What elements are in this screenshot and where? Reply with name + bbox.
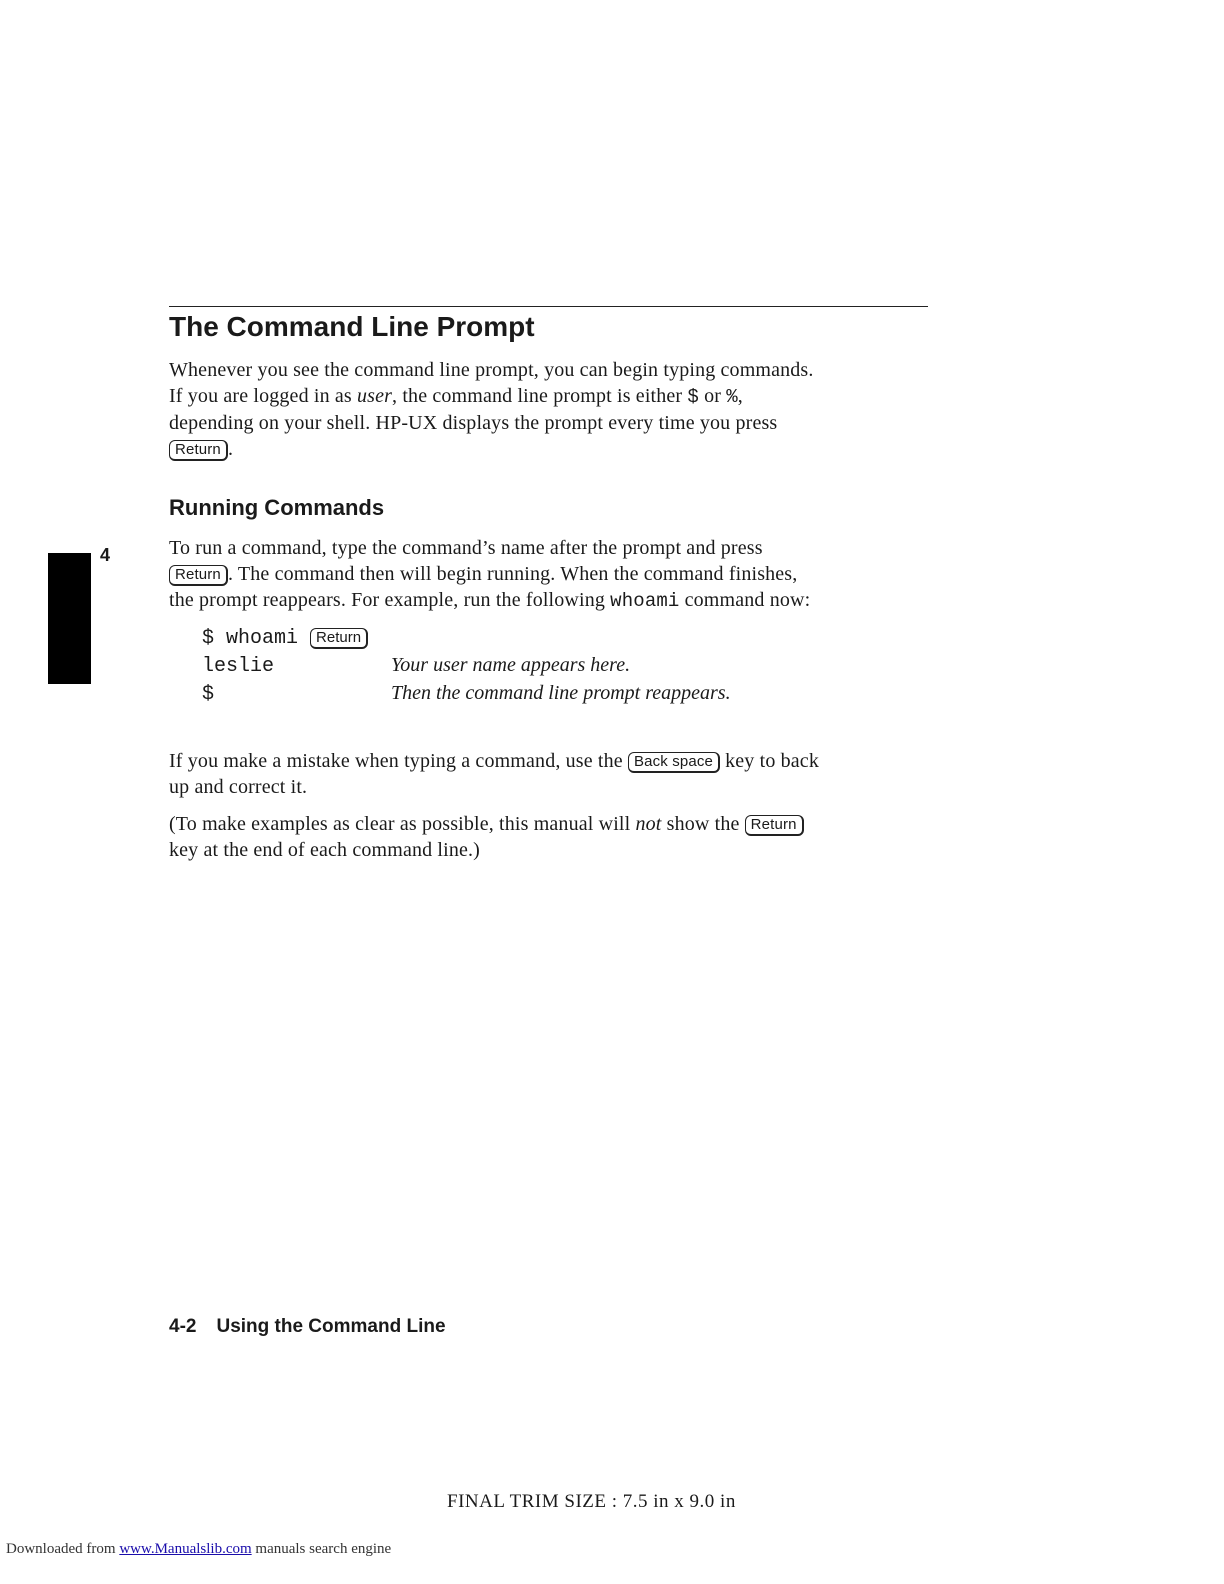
section-title: The Command Line Prompt (169, 311, 535, 342)
running-line-1: To run a command, type the command’s name after the prompt and press (169, 537, 763, 559)
return-key-icon: Return (169, 565, 228, 586)
intro-line-4: Return . (169, 436, 929, 462)
note-line-2: key at the end of each command line.) (169, 839, 480, 861)
trim-size-note: FINAL TRIM SIZE : 7.5 in x 9.0 in (447, 1491, 736, 1512)
example-line-1: $ whoami Return (202, 627, 368, 650)
note-line-1: (To make examples as clear as possible, this manual will not show the Return (169, 811, 929, 837)
chapter-tab-number: 4 (100, 545, 111, 565)
return-key-icon: Return (745, 815, 804, 836)
running-paragraph (169, 535, 929, 614)
mistake-line-2: up and correct it. (169, 776, 308, 798)
example-output: leslie (202, 655, 275, 678)
user-term: user (357, 385, 393, 407)
example-comment-2: Then the command line prompt reappears. (391, 682, 731, 704)
running-line-3: the prompt reappears. For example, run the following whoami command now: (169, 589, 811, 612)
intro-paragraph (169, 357, 929, 462)
footer-chapter-title: Using the Command Line (216, 1316, 446, 1337)
intro-line-1: Whenever you see the command line prompt, you can begin typing commands. (169, 359, 814, 381)
note-paragraph (169, 811, 929, 863)
mistake-paragraph (169, 748, 929, 800)
dollar-prompt: $ (687, 386, 699, 408)
chapter-tab-marker (48, 553, 91, 684)
percent-prompt: % (726, 386, 738, 408)
return-key-icon: Return (310, 628, 368, 649)
mistake-line-1: If you make a mistake when typing a command, use the Back space key to back (169, 750, 819, 772)
backspace-key-icon: Back space (628, 752, 720, 773)
subsection-title: Running Commands (169, 495, 385, 520)
running-line-2: Return . The command then will begin running. When the command finishes, (169, 561, 929, 587)
manualslib-link[interactable]: www.Manualslib.com (119, 1541, 252, 1557)
not-emphasis: not (635, 813, 662, 835)
page-number: 4-2 (169, 1316, 197, 1337)
section-rule (169, 306, 928, 307)
intro-line-2: If you are logged in as user, the command line prompt is either $ or %, (169, 385, 743, 408)
example-prompt: $ (202, 683, 215, 706)
return-key-icon: Return (169, 440, 228, 461)
download-notice: Downloaded from www.Manualslib.com manuals search engine (6, 1541, 392, 1557)
intro-line-3: depending on your shell. HP-UX displays the prompt every time you press (169, 412, 778, 434)
whoami-command: whoami (610, 590, 680, 612)
example-comment-1: Your user name appears here. (391, 654, 631, 676)
page-footer (169, 1316, 446, 1338)
